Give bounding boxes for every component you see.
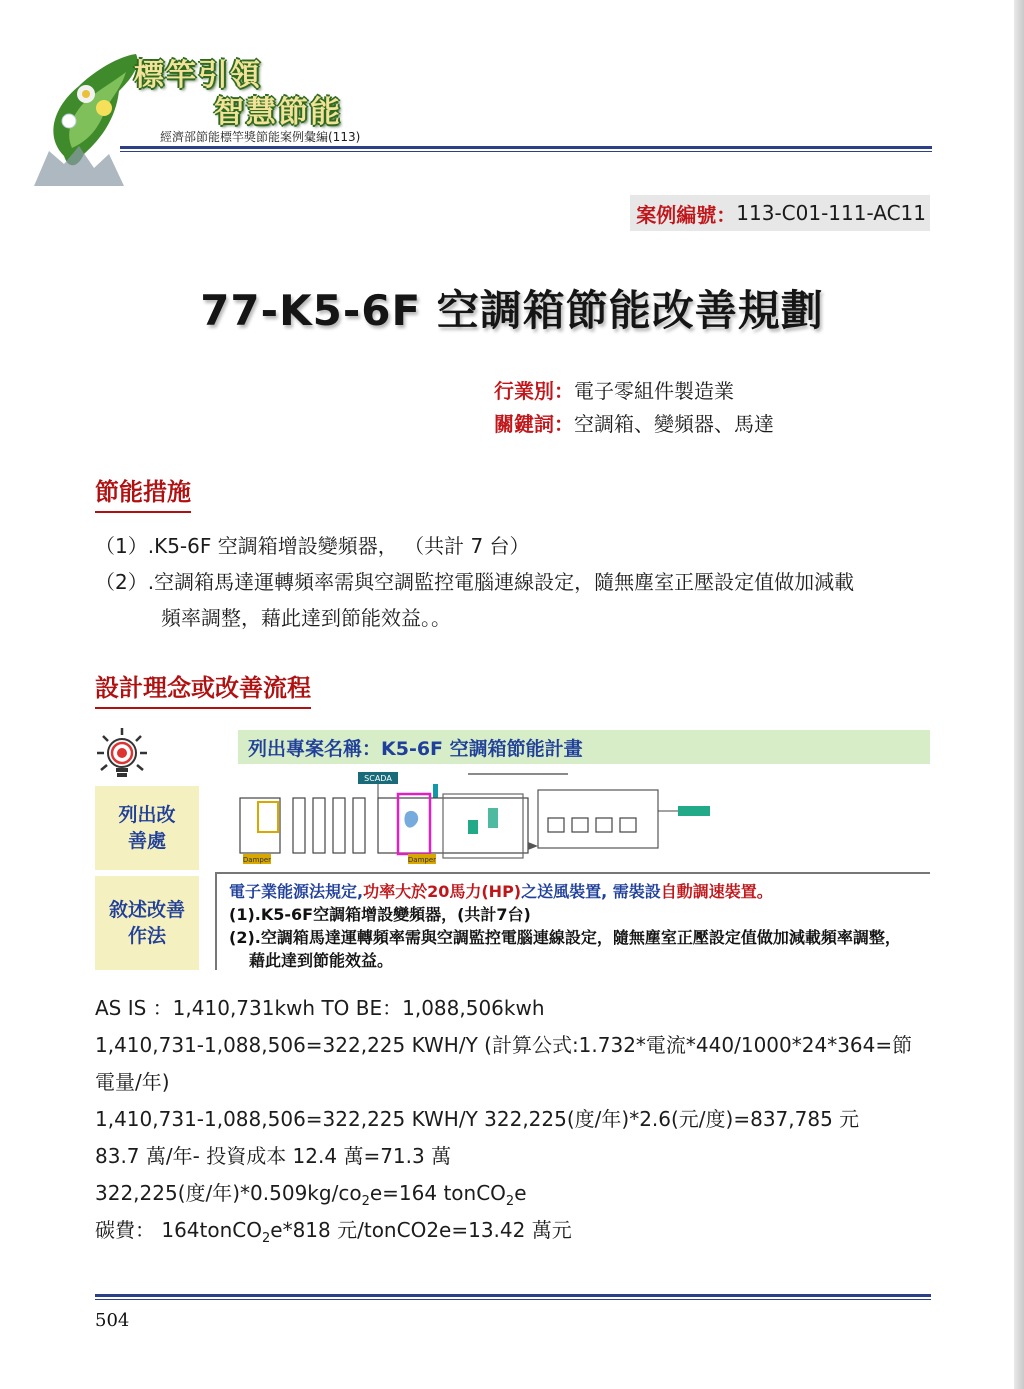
meta-keywords — [494, 408, 774, 437]
desc-line-3: (2).空調箱馬達運轉頻率需與空調監控電腦連線設定，隨無塵室正壓設定值做加減載頻率調整， — [229, 928, 901, 947]
logo-title-line2: 智慧節能 — [214, 95, 342, 130]
meta-keywords-label: 關鍵詞： — [494, 412, 574, 436]
ahu-schematic — [238, 768, 930, 868]
meta-industry — [494, 375, 734, 404]
page-header — [0, 0, 1024, 190]
desc-line-2: (1).K5-6F空調箱增設變頻器，(共計7台) — [229, 905, 531, 924]
page-edge — [1014, 0, 1024, 1389]
case-number-box — [630, 195, 930, 231]
schematic-label-damper-right: Damper — [407, 856, 437, 864]
label-improve-where: 列出改善處 — [95, 786, 199, 870]
measure-item-1: （1）.K5-6F 空調箱增設變頻器， （共計 7 台） — [95, 534, 530, 558]
lightbulb-target-icon — [95, 726, 150, 781]
schematic-label-damper-left: Damper — [242, 856, 272, 864]
section-heading-design: 設計理念或改善流程 — [95, 668, 311, 709]
page-title: 77-K5-6F 空調箱節能改善規劃 — [200, 286, 824, 335]
calc-carbon-reduction: 322,225(度/年)$*0.509kg/co_2e=164$ tonCO$_2$e — [95, 1181, 527, 1209]
case-number-label: 案例編號： — [636, 202, 737, 227]
calc-carbon-fee: 碳費： 164tonCO$_2$e*818 元/tonCO2e=13.42 萬元 — [95, 1218, 572, 1246]
section-heading-measures: 節能措施 — [95, 472, 191, 513]
calc-as-is-to-be: AS IS ：1,410,731kwh TO BE：1,088,506kwh — [95, 996, 545, 1020]
calc-cost-saving: 1,410,731-1,088,506=322,225 KWH/Y 322,225(度/年)*2.6(元/度)=837,785 元 — [95, 1107, 860, 1131]
desc-line-4: 藉此達到節能效益。 — [249, 951, 394, 970]
page-number: 504 — [95, 1310, 130, 1331]
schematic-label-scada: SCADA — [364, 774, 392, 783]
improvement-description — [215, 872, 930, 970]
improvement-diagram — [95, 726, 930, 972]
label-describe-method: 敘述改善作法 — [95, 876, 199, 970]
measure-item-2: （2）.空調箱馬達運轉頻率需與空調監控電腦連線設定，隨無塵室正壓設定值做加減載 — [95, 570, 855, 594]
calc-saving-formula-cont: 電量/年) — [95, 1070, 170, 1094]
header-subtitle: 經濟部節能標竿獎節能案例彙編(113) — [160, 130, 361, 144]
footer-rule-thin — [95, 1299, 931, 1300]
logo-title-line1: 標竿引領 — [134, 58, 262, 93]
case-number-value: 113-C01-111-AC11 — [736, 201, 926, 225]
header-rule-thin — [120, 151, 932, 152]
meta-industry-label: 行業別： — [494, 379, 574, 403]
calc-net-benefit: 83.7 萬/年- 投資成本 12.4 萬=71.3 萬 — [95, 1144, 452, 1168]
measure-item-2-cont: 頻率調整，藉此達到節能效益。。 — [161, 606, 451, 630]
meta-industry-value: 電子零組件製造業 — [574, 379, 734, 403]
calc-saving-formula: 1,410,731-1,088,506=322,225 KWH/Y (計算公式:1.732*電流*440/1000*24*364=節 — [95, 1033, 913, 1057]
desc-line-1: 電子業能源法規定,功率大於20馬力(HP)之送風裝置, 需裝設自動調速裝置。 — [229, 882, 773, 901]
header-rule — [120, 146, 932, 149]
meta-keywords-value: 空調箱、變頻器、馬達 — [574, 412, 774, 436]
project-name-bar: 列出專案名稱：K5-6F 空調箱節能計畫 — [238, 730, 930, 764]
footer-rule — [95, 1294, 931, 1297]
